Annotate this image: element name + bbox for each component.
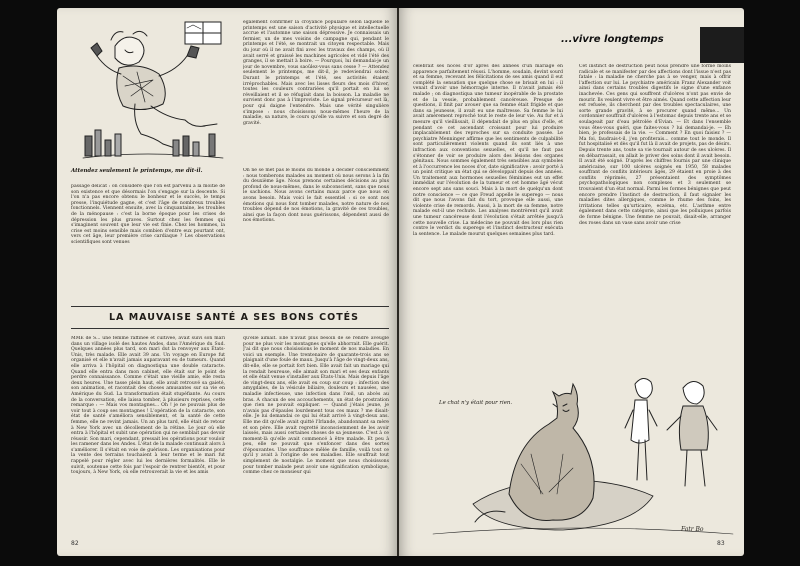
text-column-top-left: célébrait ses noces d'or après des années d'un mariage en apparence parfaitement réussi. L'homme, soudain, devint sourd et sa femme, recevant les félicitations de ses amis quand il eut complété la sensation que quelque chose se brisait en lui : il venait d'avoir une hémorragie interne. Il n'avait jamais été malade ; on diagnostiqua une tumeur inopérable de la prostate et de la vessie, probablement cancéreuse. Presque de questions, il finit par avouer que sa femme était frigide et que dans sa jeunesse, il avait eu une maîtresse. Sa femme le lui avait amèrement reproché tout le reste de leur vie. Au fur et à mesure qu'il vieillissait, il dépendait de plus en plus d'elle, et pendant ce cet ascendant croissant pour lui produire implacablement des reproches sur sa conduite passée. Le psychiatre Menninger affirme que les sentiments de culpabilité sont particulièrement violents quand ils sont liés à une infraction aux conventions sexuelles, et qu'il ne faut pas s'étonner de voir se produire alors des lésions des organes génitaux. Nous sommes également très sensibles aux symboles et à l'occurrence les noces d'or, date significative : avoir porté à un point critique un état qui se développait depuis des années. Un traitement aux hormones sexuelles féminines eut un effet immédiat sur l'évolution de la tumeur et cet homme âgé vécut encore sept ans sans souci. Mais à la mort de quelqu'un dont notre conscience — ce que Freud appelle le superego — nous dit que nous l'avons fait du tort, provoque elle aussi, une violente crise de remords. Aussi, à la mort de sa femme, notre malade eut-il une rechute. Les analyses montrèrent qu'il avait une tumeur cancéreuse dont l'évolution s'était arrêtée jusqu'à cette nouvelle crise. La médecine ne pouvait des lors plus rien contre le verdict du superego et l'instinct destructeur exécuta la sentence. Le malade mourut quelques semaines plus tard. <box>413 64 563 237</box>
text-column-top-right: Cet instinct de destruction peut nous prendre une forme moins radicale et se manifester par des affections dont l'issue n'est pas fatale : la maladie ne cherche pas à se venger, mais à offrir l'affection sur lui. Le psychiatre américain Franz Alexander voit ainsi dans certains troubles digestifs le signe d'une enfance inachevée. Ces gens qui souffrent d'ulcères n'ont pas envie de mourir. Ils veulent vivre et être aimés. Quand cette affection leur est refusée, ils cherchent par des troubles spectaculaires, une sorte grande gravité, à se procurer quand même... Un cordonnier souffrait d'ulcères à l'estomac depuis trente ans et se soulageait par d'eau pétrolée d'Evian. — Et dans l'ensemble vous êtes-vous guéri, que faites-vous ? lui demandai-je. — Eh bien, je professais de la vie. — Comment ? En quoi faisiez ? — Ma foi, faudrais-t-il, j'en profiterais... comme tout le monde. Il fut hospitalisé et dès qu'il fut là il avait de projets, pas de désirs. Depuis trente ans, toute sa vie tournait autour de ses ulcères. Il en débarrassait, on allait le priver des soins dont il avait besoin. Il avait été soigné. D'après les chiffres fournis par une clinique américaine, sur 100 ulcères soignés en 1950, 58 malades souffrant de conflits intérieurs âgés, 29 étaient en proie à des conflits réprimés, 27 présentaient des symptômes psychopathologiques non complexes et 3 seulement se trouvaient d'un état normal. Parmi les formes bénignes que peut encore prendre l'instinct de destruction, il faut signaler les maladies dites allergiques, comme le rhume des foins, les irritations telles qu'urticaire, eczéma, etc. L'asthme entre également dans cette catégorie, ainsi que les polluiques parfois de forme bénigne. Une femme ne pouvait, disait-elle, arranger des roses dans un vase sans avoir une crise <box>579 64 731 226</box>
text-column-bottom-left: MME de S... une femme raffinée et cultivée, avait suivi son mari dans un village isolé des hautes Andes, dans l'Amérique du Sud. Quelques années plus tard, son mari dut la renvoyer aux États-Unis, très malade. Elle avait 39 ans. Un voyage en Europe fut organisé et elle n'avait jamais auparavant eu de tumeurs. Quand elle arriva à l'hôpital on diagnostiqua une double cataracte. Quand elle entra dans mon cabinet, elle était sur le point de perdre connaissance. Comme c'était une vieille amie, elle resta deux heures. Une tasse plein haut, elle avait retrouvé sa gaieté, son animation, et racontait des choses amusantes sur sa vie en Amérique du Sud. La transformation était stupéfiante. Au cours de la conversation, elle laissa tomber, à plusieurs reprises, cette remarque : — Mais vos montagnes... Oh ! je ne pouvais plus de voir tout à coup ses montagnes ! L'opération de la cataracte, son état de santé s'améliora sensiblement, et la santé de cette femme, elle ne revint jamais. Un an plus tard, elle était de retour à New York avec un décollement de la rétine. Le jour où elle entra à l'hôpital et subit une opération qui ne semblait pas devoir réussir. Son mari, cependant, pressait les opérations pour vouloir les ramener dans les Andes. L'état de la malade continuait alors à s'améliorer. Il s'était en voie de guérison. Les organisations pour la vente des terrains touchaient à leur terme et le mari fut rappelé pour régler avec lui les dernières formalités. Elle le suivit, soutenue cette fois par l'espoir de rentrer bientôt, et pour toujours, à New York, où elle retrouverait la vie et les amis <box>71 336 225 476</box>
text-column-mid-right: On ne se met pas le moins du monde à décider consciemment : nous tomberons malades au moment où nous serons à la fin du deuxième âge. Nous prenons certaines décisions au plus profond de nous-mêmes, dans le subconscient, sans que nous le sachions. Nous avons certains maux parce que nous en avons besoin. Mais voici le fait essentiel : si ce sont nos émotions qui nous font tomber malades, notre nature de nos troubles dépend de nos émotions, la gravité de ces troubles, ainsi que la façon dont nous guérissons, dépendent aussi de nos émotions. <box>243 168 389 224</box>
right-page <box>399 8 744 556</box>
banner-black-block <box>700 27 744 63</box>
text-column-mid-left: passage délicat : on considère que l'on est parvenu à la moitié de son existence et que désormais l'on s'engage sur la descente. Si l'on n'a pas encore obtenu le bonheur et le succès, le temps presse, l'inquiétude gagne, et c'est l'âge de nombreux troubles fonctionnels. Viennent ensuite, avec la cinquantaine, les troubles de la ménopause : c'est la borne époque pour les crises de dépression les plus graves. Surtout chez les femmes qui s'imaginent souvent que leur vie est finie. Chez les hommes, la crise est moins sensible mais combien d'entre eux pourtant ont, vers cet âge, leur première crise cardiaque ? Les observations scientifiques sont venues <box>71 184 225 245</box>
headline-rule-bottom <box>71 328 389 329</box>
text-column-top-right: également confirmer la croyance populaire selon laquelle le printemps est une saison d'activité physique et intellectuelle accrue et l'automne une saison dépressive. Je connaissais un fermier, un de mes voisins de campagne qui, pendant le printemps et l'été, se montrait un citoyen respectable. Mais du jour où il ne avait fini avec les travaux des champs, où il avait serré et graissé les machines agricoles et vidé l'été des granges, il se mettait à boire. — Pourquoi, lui demandai-je un jour de novembre, vous saoûlez-vous sans cesse ? — Attendez seulement le printemps, me dit-il, je redeviendrai sobre. Durant le printemps et l'été, ses activités étaient irréprochables. Mais avec les lisses fleurs des mois d'hiver, toutes les couleurs contrariées qu'il portait en lui se réveillaient et il se réfugiait dans la boisson. La maladie ne survient donc pas à l'improviste. Le signal précurseur est là, pour qui daigne l'entendre. Mais une vérité singulière s'impose : nous choisissons nous-mêmes l'heure de la maladie, sa nature, le cours qu'elle va suivre et son degré de gravité. <box>243 20 389 126</box>
left-page <box>57 8 397 556</box>
illustration-drinking-man <box>75 16 225 166</box>
illustration-cat-and-couple <box>413 344 735 548</box>
artist-signature: Fatr Bo <box>681 526 704 533</box>
page-number-right: 83 <box>717 540 725 547</box>
cartoon-caption: Le chat n'y était pour rien. <box>439 400 513 406</box>
banner-title: ...vivre longtemps <box>561 34 664 45</box>
section-headline: LA MAUVAISE SANTÉ A SES BONS COTÉS <box>109 312 360 323</box>
text-column-bottom-right: qu'elle aimait. Elle n'avait plus besoin de se rendre aveugle pour ne plus voir les montagnes qu'elle abhorrait. Elle guérit. J'ai dit que nous choisissions le moment de nos maladies. En voici un exemple. Une trentenaire de quarante-trois ans se plaignait d'une foule de maux. Jusqu'à l'âge de vingt-deux ans, dit-elle, elle se portait fort bien. Elle avait fait un mariage qui la rendait heureuse, elle aimait son mari et ses deux enfants et elle était venue s'installer aux États-Unis. Mais depuis l'âge de vingt-deux ans, elle avait eu coup sur coup : infection des amygdales, de la vésicule biliaire, douleurs et nausées, une maladie infectieuse, une infection dans l'œil, un abcès au bras. A chacun de ses accouchements, un état de prostration que rien ne pouvait expliquer. — Quand j'étais jeune, je n'avais pas d'épaules lourdement tous ces maux ? me disait-elle. Je lui demandai ce qui lui était arrivé à vingt-deux ans. Elle me dit qu'elle avait quitté l'Irlande, abandonnant sa mère et son père. Elle avait regretté inconsciemment de les avoir laissés, mais aussi certaines choses de sa jeunesse. C'est à ce moment-là qu'elle avait commencé à être malade. Et peu à peu, elle ne pouvait que s'enfoncer dans des sortes d'épouvantes. Une souffrance mêlée de famille, voilà tout ce qu'il y avait à l'origine de ses maladies. Elle souffrait tout simplement de nostalgie. Le moment que nous choisissons pour tomber malade peut avoir une signification symbolique, comme chez ce monsieur qui <box>243 336 389 476</box>
headline-rule-top <box>71 306 389 307</box>
illustration-caption: Attendez seulement le printemps, me dit-il. <box>71 168 203 174</box>
page-number-left: 82 <box>71 540 79 547</box>
